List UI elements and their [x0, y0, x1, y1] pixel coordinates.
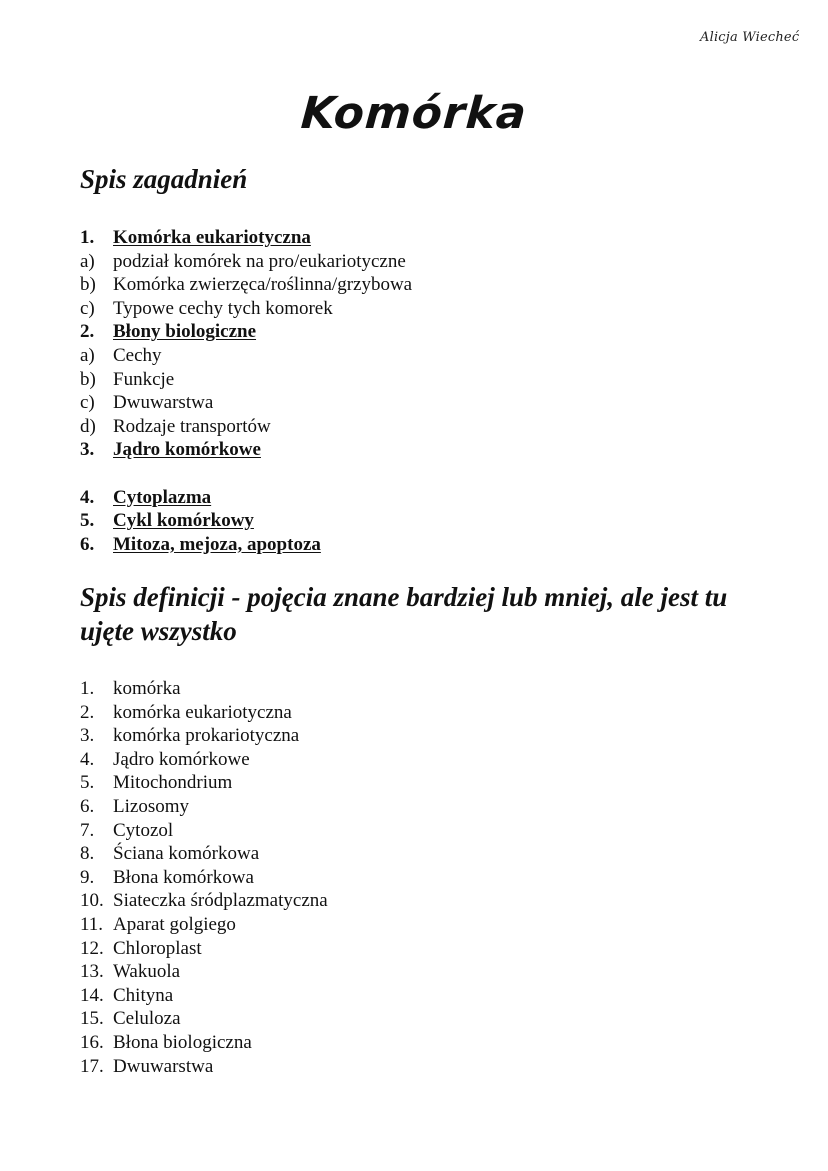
definition-text: Lizosomy [113, 795, 189, 817]
subtopic-text: Cechy [113, 344, 162, 366]
definition-item [80, 724, 328, 748]
topic-text: Mitoza, mejoza, apoptoza [113, 533, 321, 555]
subtopic-item [80, 344, 412, 368]
subtopic-marker: b) [80, 368, 96, 390]
definition-text: Chloroplast [113, 937, 202, 959]
definition-item [80, 1055, 328, 1079]
topic-item [80, 226, 412, 250]
subtopic-marker: b) [80, 274, 96, 296]
definition-text: Siateczka śródplazmatyczna [113, 890, 328, 912]
definition-item [80, 889, 328, 913]
definition-text: Jądro komórkowe [113, 748, 250, 770]
definition-marker: 13. [80, 961, 104, 983]
definition-text: komórka prokariotyczna [113, 725, 300, 747]
definition-text: Cytozol [113, 819, 174, 841]
definition-marker: 11. [80, 913, 104, 935]
definition-item [80, 1007, 328, 1031]
definition-item [80, 866, 328, 890]
definition-marker: 4. [80, 748, 95, 770]
definition-text: Celuloza [113, 1008, 181, 1030]
definition-marker: 2. [80, 701, 95, 723]
subtopic-marker: c) [80, 297, 95, 319]
page-title: Komórka [299, 88, 529, 139]
subtopic-item [80, 273, 412, 297]
topic-marker: 5. [80, 510, 95, 532]
definition-text: Błona biologiczna [113, 1031, 252, 1053]
definition-item [80, 771, 328, 795]
topic-item [80, 438, 412, 462]
definition-marker: 7. [80, 819, 95, 841]
topic-text: Cykl komórkowy [113, 510, 254, 532]
definition-item [80, 819, 328, 843]
definition-text: Błona komórkowa [113, 866, 254, 888]
definition-item [80, 960, 328, 984]
topic-text: Cytoplazma [113, 486, 212, 508]
blank-line [80, 462, 412, 486]
subtopic-item [80, 368, 412, 392]
definition-text: Ściana komórkowa [113, 843, 260, 865]
subtopic-text: Rodzaje transportów [113, 415, 271, 437]
definition-marker: 6. [80, 795, 95, 817]
definition-text: komórka [113, 678, 181, 699]
definition-item [80, 795, 328, 819]
topic-item [80, 509, 412, 533]
topic-item [80, 320, 412, 344]
topic-text: Błony biologiczne [113, 321, 257, 343]
author-name: Alicja Wiecheć [700, 30, 800, 45]
subtopic-marker: c) [80, 392, 95, 414]
definition-item [80, 842, 328, 866]
definition-text: komórka eukariotyczna [113, 701, 292, 723]
definition-marker: 14. [80, 984, 104, 1006]
subtopic-item [80, 391, 412, 415]
definition-item [80, 937, 328, 961]
definition-text: Aparat golgiego [113, 913, 236, 935]
topic-marker: 6. [80, 533, 95, 555]
subtopic-text: Komórka zwierzęca/roślinna/grzybowa [113, 274, 413, 296]
subtopic-marker: a) [80, 250, 95, 272]
subtopic-marker: d) [80, 415, 96, 437]
definition-item [80, 984, 328, 1008]
topic-marker: 2. [80, 321, 95, 343]
topic-marker: 3. [80, 439, 95, 461]
topics-list [80, 226, 412, 556]
definition-marker: 10. [80, 890, 104, 912]
topic-marker: 1. [80, 227, 95, 248]
subtopic-text: podział komórek na pro/eukariotyczne [113, 250, 406, 272]
definition-text: Dwuwarstwa [113, 1055, 214, 1077]
definition-text: Wakuola [113, 961, 181, 983]
definition-marker: 16. [80, 1031, 104, 1053]
definition-marker: 9. [80, 866, 95, 888]
subtopic-marker: a) [80, 344, 95, 366]
definition-marker: 12. [80, 937, 104, 959]
subtopic-text: Typowe cechy tych komorek [113, 297, 333, 319]
definitions-heading: Spis definicji - pojęcia znane bardziej lub mniej, ale jest tu ujęte wszystko [80, 582, 728, 646]
definition-text: Mitochondrium [113, 772, 233, 794]
definition-item [80, 913, 328, 937]
subtopic-item [80, 297, 412, 321]
subtopic-text: Dwuwarstwa [113, 392, 214, 414]
subtopic-item [80, 250, 412, 274]
definition-text: Chityna [113, 984, 174, 1006]
definition-item [80, 701, 328, 725]
definition-marker: 8. [80, 843, 95, 865]
definitions-list [80, 677, 328, 1078]
topic-marker: 4. [80, 486, 95, 508]
definition-item [80, 677, 328, 701]
definition-marker: 17. [80, 1055, 104, 1077]
subtopic-text: Funkcje [113, 368, 175, 390]
topics-heading: Spis zagadnień [80, 164, 248, 194]
definition-marker: 1. [80, 678, 95, 699]
definition-marker: 15. [80, 1008, 104, 1030]
topic-item [80, 486, 412, 510]
subtopic-item [80, 415, 412, 439]
definition-item [80, 1031, 328, 1055]
topic-item [80, 533, 412, 557]
definition-marker: 3. [80, 725, 95, 747]
definition-item [80, 748, 328, 772]
topic-text: Komórka eukariotyczna [113, 227, 311, 248]
topic-text: Jądro komórkowe [113, 439, 261, 461]
definition-marker: 5. [80, 772, 95, 794]
